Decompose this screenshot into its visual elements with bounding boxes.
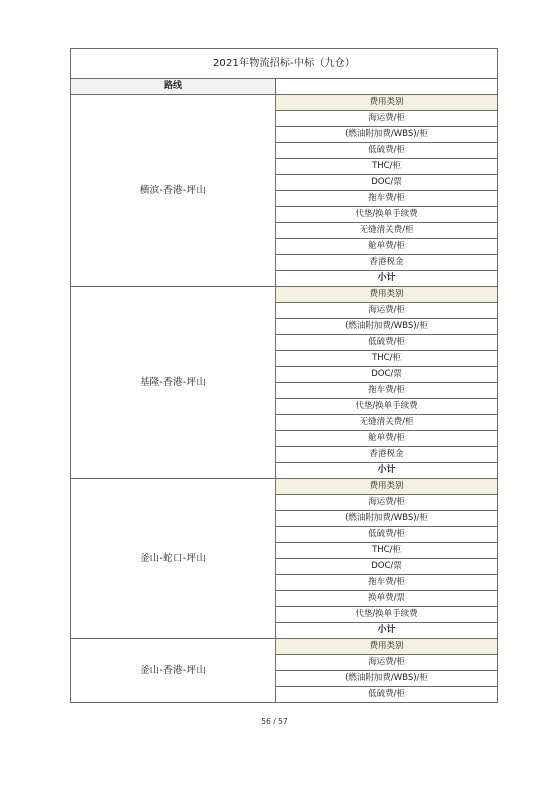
cost-item-cell: (燃油附加费/WBS)/柜: [276, 671, 498, 687]
freight-table-sheet: [70, 48, 497, 703]
cost-category-header-cell: 费用类别: [276, 639, 498, 655]
cost-item-cell: 代垫/换单手续费: [276, 207, 498, 223]
cost-item-cell: 拖车费/柜: [276, 575, 498, 591]
route-name-cell: 釜山-蛇口-坪山: [71, 479, 276, 639]
cost-item-cell: THC/柜: [276, 351, 498, 367]
cost-item-cell: 低硫费/柜: [276, 335, 498, 351]
cost-category-header-cell: 费用类别: [276, 95, 498, 111]
cost-item-cell: 拖车费/柜: [276, 191, 498, 207]
cost-item-cell: DOC/票: [276, 559, 498, 575]
cost-item-cell: (燃油附加费/WBS)/柜: [276, 319, 498, 335]
cost-column-header: [276, 79, 498, 95]
cost-item-cell: 换单费/票: [276, 591, 498, 607]
route-column-header: 路线: [71, 79, 276, 95]
cost-category-header-cell: 费用类别: [276, 479, 498, 495]
cost-item-cell: 海运费/柜: [276, 495, 498, 511]
table-title: 2021年物流招标-中标（九仓）: [71, 49, 498, 79]
cost-item-cell: 拖车费/柜: [276, 383, 498, 399]
table-row: [71, 639, 498, 655]
title-row: [71, 49, 498, 79]
cost-item-cell: 海运费/柜: [276, 303, 498, 319]
subtotal-cell: 小计: [276, 623, 498, 639]
cost-item-cell: 海运费/柜: [276, 111, 498, 127]
cost-category-header-cell: 费用类别: [276, 287, 498, 303]
cost-item-cell: THC/柜: [276, 159, 498, 175]
cost-item-cell: 舱单费/柜: [276, 239, 498, 255]
cost-item-cell: 舱单费/柜: [276, 431, 498, 447]
header-row: [71, 79, 498, 95]
cost-item-cell: 低硫费/柜: [276, 687, 498, 703]
cost-item-cell: 代垫/换单手续费: [276, 607, 498, 623]
cost-item-cell: (燃油附加费/WBS)/柜: [276, 127, 498, 143]
page-number: 56 / 57: [261, 717, 288, 726]
cost-item-cell: DOC/票: [276, 175, 498, 191]
cost-item-cell: 无缝清关费/柜: [276, 415, 498, 431]
freight-cost-table: [70, 48, 498, 703]
cost-item-cell: (燃油附加费/WBS)/柜: [276, 511, 498, 527]
cost-item-cell: 香港税金: [276, 255, 498, 271]
cost-item-cell: 无缝清关费/柜: [276, 223, 498, 239]
table-row: [71, 479, 498, 495]
table-row: [71, 287, 498, 303]
route-name-cell: 横滨-香港-坪山: [71, 95, 276, 287]
cost-item-cell: 海运费/柜: [276, 655, 498, 671]
cost-item-cell: THC/柜: [276, 543, 498, 559]
cost-item-cell: DOC/票: [276, 367, 498, 383]
cost-item-cell: 香港税金: [276, 447, 498, 463]
table-row: [71, 95, 498, 111]
subtotal-cell: 小计: [276, 463, 498, 479]
route-name-cell: 釜山-香港-坪山: [71, 639, 276, 703]
route-name-cell: 基隆-香港-坪山: [71, 287, 276, 479]
cost-item-cell: 低硫费/柜: [276, 143, 498, 159]
subtotal-cell: 小计: [276, 271, 498, 287]
cost-item-cell: 低硫费/柜: [276, 527, 498, 543]
cost-item-cell: 代垫/换单手续费: [276, 399, 498, 415]
